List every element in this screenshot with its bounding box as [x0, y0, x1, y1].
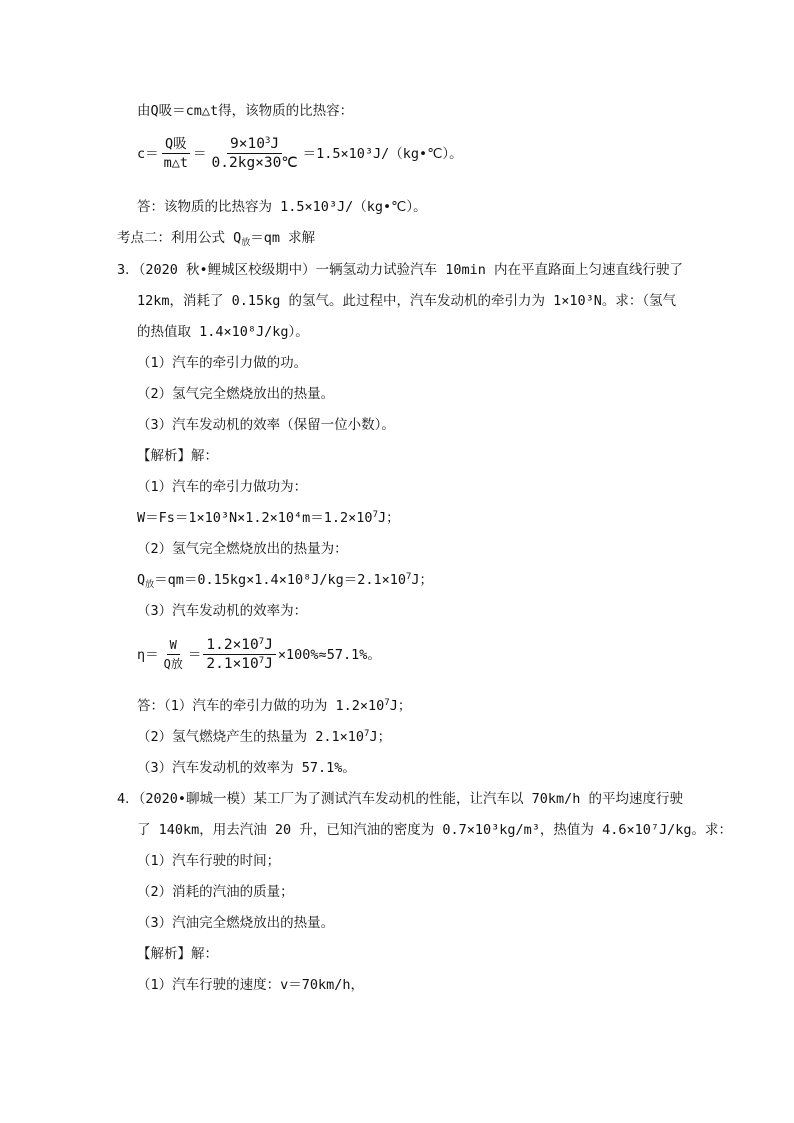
fraction [203, 637, 276, 672]
section-heading: 考点二：利用公式 $Q_放=qm$ 求解 [117, 230, 316, 248]
text-line: 答：该物质的比热容为 1.5×10³J/（kg•℃）。 [137, 199, 427, 215]
equals-sign: ＝ [187, 646, 202, 663]
denominator: $2.1\times 10^7J$ [206, 656, 273, 672]
formula-rhs: ＝1.5×10³J/（kg•℃）。 [302, 145, 463, 162]
text-line: 由Q吸＝cm△t得，该物质的比热容： [137, 103, 354, 119]
sub-question: （1）汽车行驶的时间； [137, 853, 281, 869]
sub-question: （2）消耗的汽油的质量； [137, 884, 294, 900]
numerator: $1.2\times 10^7J$ [203, 637, 276, 655]
numerator: $9\times 10^3J$ [227, 136, 282, 154]
denominator: 0.2kg×30℃ [211, 155, 298, 171]
sub-question: （3）汽车发动机的效率（保留一位小数）。 [137, 417, 395, 433]
denominator: Q放 [163, 657, 183, 671]
answer-summary: 答：（1）汽车的牵引力做的功为 $1.2\times 10^7J$； [137, 698, 412, 714]
fraction [161, 637, 186, 672]
answer-step: （2）氢气完全燃烧放出的热量为： [137, 541, 348, 557]
answer-step: （3）汽车发动机的效率为： [137, 603, 308, 619]
sub-question: （2）氢气完全燃烧放出的热量。 [137, 386, 335, 402]
question-3-text: 3．（2020 秋•鲤城区校级期中）一辆氢动力试验汽车 10min 内在平直路面上匀速直线行驶了 [117, 262, 684, 278]
question-3-text: 的热值取 1.4×10⁸J/kg）。 [137, 324, 309, 340]
formula-lhs: η＝ [137, 646, 159, 663]
question-4-text: 4．（2020•聊城一模）某工厂为了测试汽车发动机的性能，让汽车以 70km/h 的平均速度行驶 [117, 791, 684, 807]
answer-step: $Q_放=qm=0.15kg\times 1.4\times 10^8J/kg=2.1\times 10^7J$； [137, 572, 434, 590]
numerator: W [167, 637, 180, 655]
sub-question: （3）汽油完全燃烧放出的热量。 [137, 915, 335, 931]
question-4-text: 了 140km，用去汽油 20 升，已知汽油的密度为 0.7×10³kg/m³，热值为 4.6×10⁷J/kg。求： [137, 822, 732, 838]
formula-rhs: ×100%≈57.1%。 [277, 646, 381, 663]
denominator: m△t [163, 155, 189, 171]
answer-step: （1）汽车的牵引力做功为： [137, 479, 308, 495]
analysis-label: 【解析】解： [137, 946, 218, 962]
answer-step: （1）汽车行驶的速度：v＝70km/h， [137, 977, 365, 993]
fraction [209, 136, 301, 171]
analysis-label: 【解析】解： [137, 448, 218, 464]
sub-question: （1）汽车的牵引力做的功。 [137, 355, 308, 371]
specific-heat-formula [137, 136, 463, 171]
question-3-text: 12km，消耗了 0.15kg 的氢气。此过程中，汽车发动机的牵引力为 1×10³N。求：（氢气 [137, 293, 677, 309]
formula-lhs: c＝ [137, 145, 159, 162]
answer-summary: （3）汽车发动机的效率为 57.1%。 [137, 760, 356, 776]
answer-summary: （2）氢气燃烧产生的热量为 $2.1\times 10^7J$； [137, 729, 392, 745]
numerator: Q吸 [162, 136, 190, 154]
answer-step: $W=Fs=1\times 10^3N\times 1.2\times 10^4m=1.2\times 10^7J$； [137, 510, 400, 526]
efficiency-formula [137, 637, 381, 672]
equals-sign: ＝ [193, 145, 207, 162]
fraction [161, 136, 191, 171]
